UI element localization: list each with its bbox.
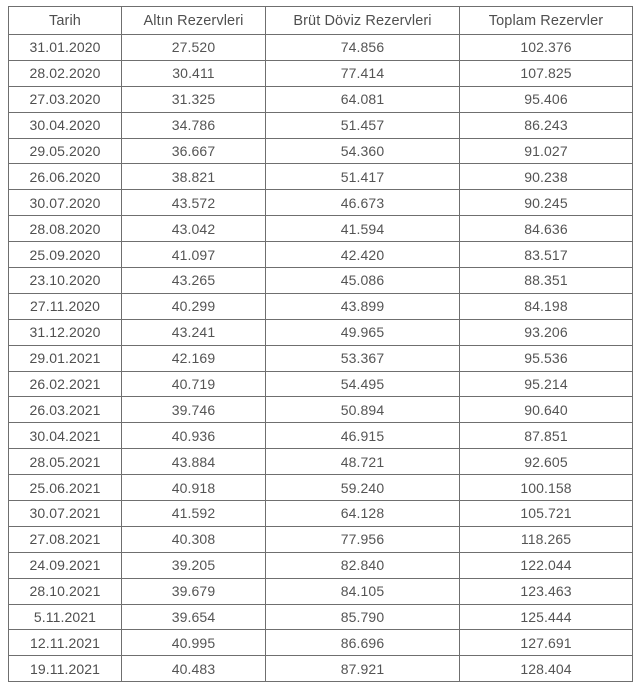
cell-total: 118.265 — [460, 526, 633, 552]
cell-total: 90.238 — [460, 164, 633, 190]
table-row — [9, 216, 633, 242]
cell-date: 28.05.2021 — [9, 449, 122, 475]
cell-total: 122.044 — [460, 552, 633, 578]
table-body — [9, 35, 633, 682]
table-row — [9, 319, 633, 345]
cell-date: 27.11.2020 — [9, 293, 122, 319]
cell-date: 25.09.2020 — [9, 242, 122, 268]
cell-gold: 30.411 — [122, 60, 266, 86]
cell-total: 83.517 — [460, 242, 633, 268]
table-row — [9, 604, 633, 630]
cell-gold: 40.308 — [122, 526, 266, 552]
cell-fx: 84.105 — [266, 578, 460, 604]
cell-date: 31.12.2020 — [9, 319, 122, 345]
cell-fx: 64.081 — [266, 86, 460, 112]
cell-gold: 40.483 — [122, 656, 266, 682]
cell-fx: 82.840 — [266, 552, 460, 578]
cell-date: 28.10.2021 — [9, 578, 122, 604]
table-row — [9, 164, 633, 190]
cell-total: 93.206 — [460, 319, 633, 345]
cell-gold: 39.205 — [122, 552, 266, 578]
cell-date: 30.07.2020 — [9, 190, 122, 216]
cell-fx: 54.495 — [266, 371, 460, 397]
cell-fx: 46.915 — [266, 423, 460, 449]
column-header-total: Toplam Rezervler — [460, 7, 633, 35]
cell-fx: 51.457 — [266, 112, 460, 138]
cell-gold: 36.667 — [122, 138, 266, 164]
cell-fx: 45.086 — [266, 268, 460, 294]
cell-gold: 43.572 — [122, 190, 266, 216]
cell-total: 86.243 — [460, 112, 633, 138]
cell-date: 23.10.2020 — [9, 268, 122, 294]
table-row — [9, 345, 633, 371]
cell-fx: 77.414 — [266, 60, 460, 86]
table-row — [9, 475, 633, 501]
cell-total: 95.214 — [460, 371, 633, 397]
cell-date: 27.08.2021 — [9, 526, 122, 552]
cell-fx: 48.721 — [266, 449, 460, 475]
cell-total: 88.351 — [460, 268, 633, 294]
cell-date: 31.01.2020 — [9, 35, 122, 61]
table-row — [9, 501, 633, 527]
cell-total: 123.463 — [460, 578, 633, 604]
cell-date: 26.03.2021 — [9, 397, 122, 423]
reserves-table-container — [8, 6, 632, 682]
table-row — [9, 578, 633, 604]
cell-date: 30.04.2020 — [9, 112, 122, 138]
cell-gold: 38.821 — [122, 164, 266, 190]
cell-fx: 49.965 — [266, 319, 460, 345]
cell-total: 102.376 — [460, 35, 633, 61]
cell-total: 90.640 — [460, 397, 633, 423]
table-header — [9, 7, 633, 35]
cell-gold: 39.679 — [122, 578, 266, 604]
table-row — [9, 552, 633, 578]
cell-gold: 40.299 — [122, 293, 266, 319]
cell-total: 92.605 — [460, 449, 633, 475]
table-row — [9, 397, 633, 423]
table-row — [9, 656, 633, 682]
cell-gold: 42.169 — [122, 345, 266, 371]
cell-total: 90.245 — [460, 190, 633, 216]
cell-total: 91.027 — [460, 138, 633, 164]
cell-fx: 46.673 — [266, 190, 460, 216]
cell-date: 26.06.2020 — [9, 164, 122, 190]
cell-date: 29.01.2021 — [9, 345, 122, 371]
cell-date: 28.02.2020 — [9, 60, 122, 86]
cell-fx: 74.856 — [266, 35, 460, 61]
cell-gold: 40.918 — [122, 475, 266, 501]
cell-gold: 31.325 — [122, 86, 266, 112]
cell-total: 100.158 — [460, 475, 633, 501]
column-header-gold: Altın Rezervleri — [122, 7, 266, 35]
cell-fx: 51.417 — [266, 164, 460, 190]
cell-fx: 43.899 — [266, 293, 460, 319]
table-row — [9, 293, 633, 319]
cell-date: 30.07.2021 — [9, 501, 122, 527]
cell-gold: 40.719 — [122, 371, 266, 397]
cell-date: 24.09.2021 — [9, 552, 122, 578]
cell-gold: 43.241 — [122, 319, 266, 345]
cell-total: 107.825 — [460, 60, 633, 86]
cell-date: 12.11.2021 — [9, 630, 122, 656]
cell-total: 128.404 — [460, 656, 633, 682]
table-row — [9, 190, 633, 216]
column-header-fx: Brüt Döviz Rezervleri — [266, 7, 460, 35]
column-header-date: Tarih — [9, 7, 122, 35]
cell-fx: 77.956 — [266, 526, 460, 552]
cell-total: 87.851 — [460, 423, 633, 449]
cell-fx: 50.894 — [266, 397, 460, 423]
cell-date: 29.05.2020 — [9, 138, 122, 164]
cell-fx: 87.921 — [266, 656, 460, 682]
cell-total: 105.721 — [460, 501, 633, 527]
cell-gold: 39.746 — [122, 397, 266, 423]
table-row — [9, 86, 633, 112]
table-row — [9, 423, 633, 449]
cell-date: 28.08.2020 — [9, 216, 122, 242]
table-row — [9, 242, 633, 268]
cell-fx: 53.367 — [266, 345, 460, 371]
cell-fx: 54.360 — [266, 138, 460, 164]
cell-gold: 27.520 — [122, 35, 266, 61]
cell-total: 84.636 — [460, 216, 633, 242]
table-row — [9, 112, 633, 138]
cell-total: 127.691 — [460, 630, 633, 656]
cell-total: 84.198 — [460, 293, 633, 319]
cell-gold: 40.995 — [122, 630, 266, 656]
cell-date: 5.11.2021 — [9, 604, 122, 630]
cell-date: 25.06.2021 — [9, 475, 122, 501]
table-row — [9, 268, 633, 294]
cell-total: 125.444 — [460, 604, 633, 630]
cell-fx: 42.420 — [266, 242, 460, 268]
cell-gold: 34.786 — [122, 112, 266, 138]
cell-gold: 40.936 — [122, 423, 266, 449]
table-row — [9, 138, 633, 164]
table-header-row — [9, 7, 633, 35]
cell-date: 27.03.2020 — [9, 86, 122, 112]
table-row — [9, 449, 633, 475]
cell-gold: 39.654 — [122, 604, 266, 630]
cell-date: 30.04.2021 — [9, 423, 122, 449]
table-row — [9, 60, 633, 86]
table-row — [9, 526, 633, 552]
cell-gold: 43.265 — [122, 268, 266, 294]
cell-fx: 59.240 — [266, 475, 460, 501]
cell-date: 26.02.2021 — [9, 371, 122, 397]
table-row — [9, 35, 633, 61]
cell-total: 95.536 — [460, 345, 633, 371]
cell-date: 19.11.2021 — [9, 656, 122, 682]
reserves-table — [8, 6, 633, 682]
cell-gold: 41.097 — [122, 242, 266, 268]
cell-fx: 86.696 — [266, 630, 460, 656]
cell-total: 95.406 — [460, 86, 633, 112]
cell-fx: 41.594 — [266, 216, 460, 242]
cell-gold: 41.592 — [122, 501, 266, 527]
cell-gold: 43.884 — [122, 449, 266, 475]
table-row — [9, 371, 633, 397]
cell-fx: 64.128 — [266, 501, 460, 527]
cell-fx: 85.790 — [266, 604, 460, 630]
cell-gold: 43.042 — [122, 216, 266, 242]
